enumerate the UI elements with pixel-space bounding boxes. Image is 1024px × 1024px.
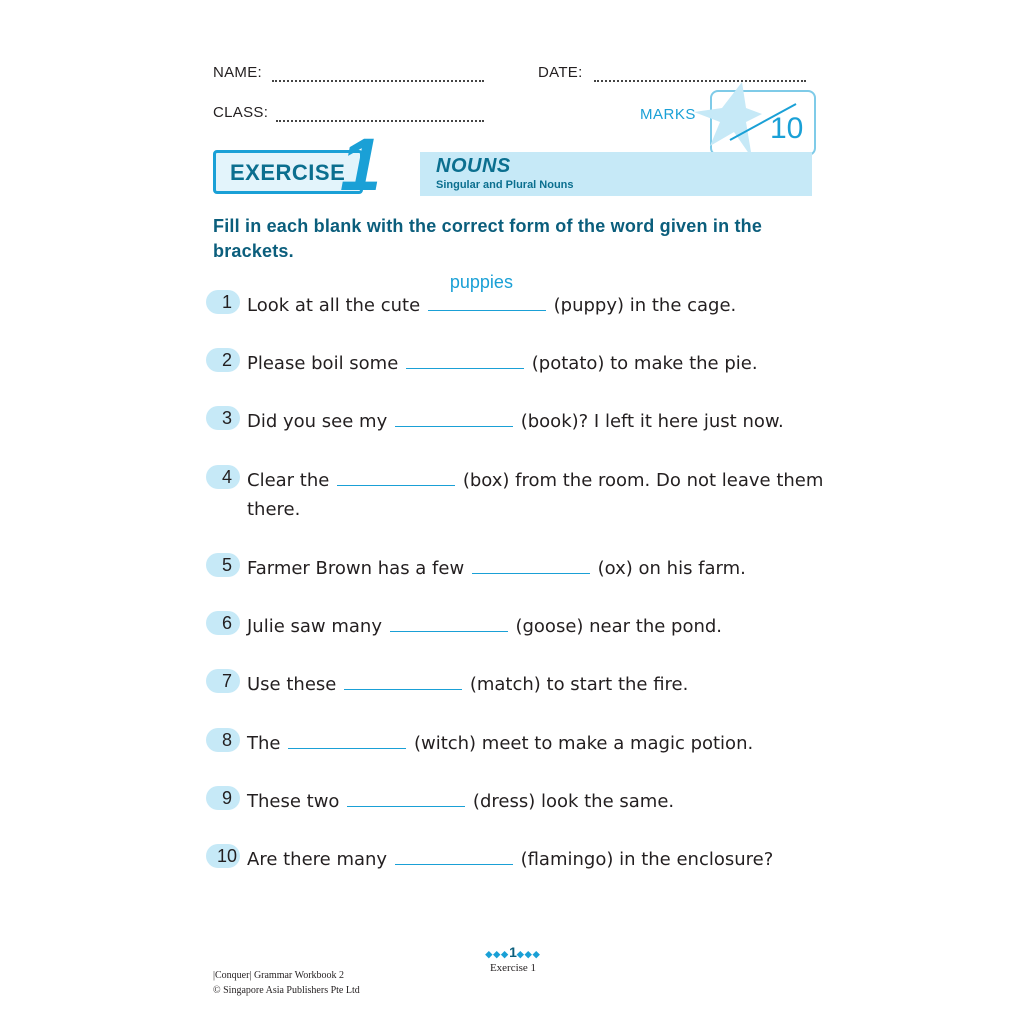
question-text: Look at all the cute puppies (puppy) in the cage.	[247, 291, 827, 320]
topic-title: NOUNS	[436, 155, 511, 177]
answer-blank[interactable]	[472, 555, 590, 574]
book-title: |Conquer| Grammar Workbook 2	[213, 970, 345, 981]
topic-subtitle: Singular and Plural Nouns	[436, 179, 574, 191]
answer-blank[interactable]	[406, 350, 524, 369]
question-number: 10	[206, 844, 240, 868]
question-number: 1	[206, 290, 240, 314]
answer-blank[interactable]	[344, 671, 462, 690]
question-text: Clear the (box) from the room. Do not leave them there.	[247, 466, 827, 524]
question-number: 6	[206, 611, 240, 635]
answer-blank[interactable]	[428, 272, 546, 311]
topic-banner	[420, 152, 812, 196]
marks-label: MARKS	[640, 106, 696, 123]
page-label: Exercise 1	[489, 962, 537, 974]
question-number: 9	[206, 786, 240, 810]
name-label: NAME:	[213, 64, 263, 81]
instruction-text: Fill in each blank with the correct form of the word given in the brackets.	[213, 216, 763, 261]
question-text: Please boil some (potato) to make the pie.	[247, 349, 827, 378]
answer-blank[interactable]	[390, 613, 508, 632]
question-text: Julie saw many (goose) near the pond.	[247, 612, 827, 641]
exercise-number: 1	[340, 123, 382, 206]
question-number: 8	[206, 728, 240, 752]
page-number: ◆◆◆1◆◆◆	[485, 944, 541, 960]
name-field[interactable]	[272, 80, 484, 82]
question-number: 3	[206, 406, 240, 430]
question-text: The (witch) meet to make a magic potion.	[247, 729, 827, 758]
question-text: Use these (match) to start the fire.	[247, 670, 827, 699]
class-label: CLASS:	[213, 104, 269, 121]
answer-blank[interactable]	[337, 467, 455, 486]
question-number: 5	[206, 553, 240, 577]
answer-blank[interactable]	[347, 788, 465, 807]
answer-blank[interactable]	[395, 408, 513, 427]
question-text: Did you see my (book)? I left it here just now.	[247, 407, 827, 436]
question-text: These two (dress) look the same.	[247, 787, 827, 816]
answer-blank[interactable]	[288, 730, 406, 749]
copyright-text: © Singapore Asia Publishers Pte Ltd	[213, 985, 360, 996]
decorative-dots: ◆◆◆	[516, 949, 541, 959]
question-text: Are there many (flamingo) in the enclosure?	[247, 845, 827, 874]
question-number: 7	[206, 669, 240, 693]
marks-total: 10	[770, 112, 804, 145]
answer-blank[interactable]	[395, 846, 513, 865]
question-number: 4	[206, 465, 240, 489]
question-number: 2	[206, 348, 240, 372]
class-field[interactable]	[276, 120, 484, 122]
answer-text: puppies	[449, 272, 513, 292]
question-text: Farmer Brown has a few (ox) on his farm.	[247, 554, 827, 583]
date-label: DATE:	[538, 64, 583, 81]
exercise-word: EXERCISE	[230, 160, 346, 185]
decorative-dots: ◆◆◆	[485, 949, 510, 959]
